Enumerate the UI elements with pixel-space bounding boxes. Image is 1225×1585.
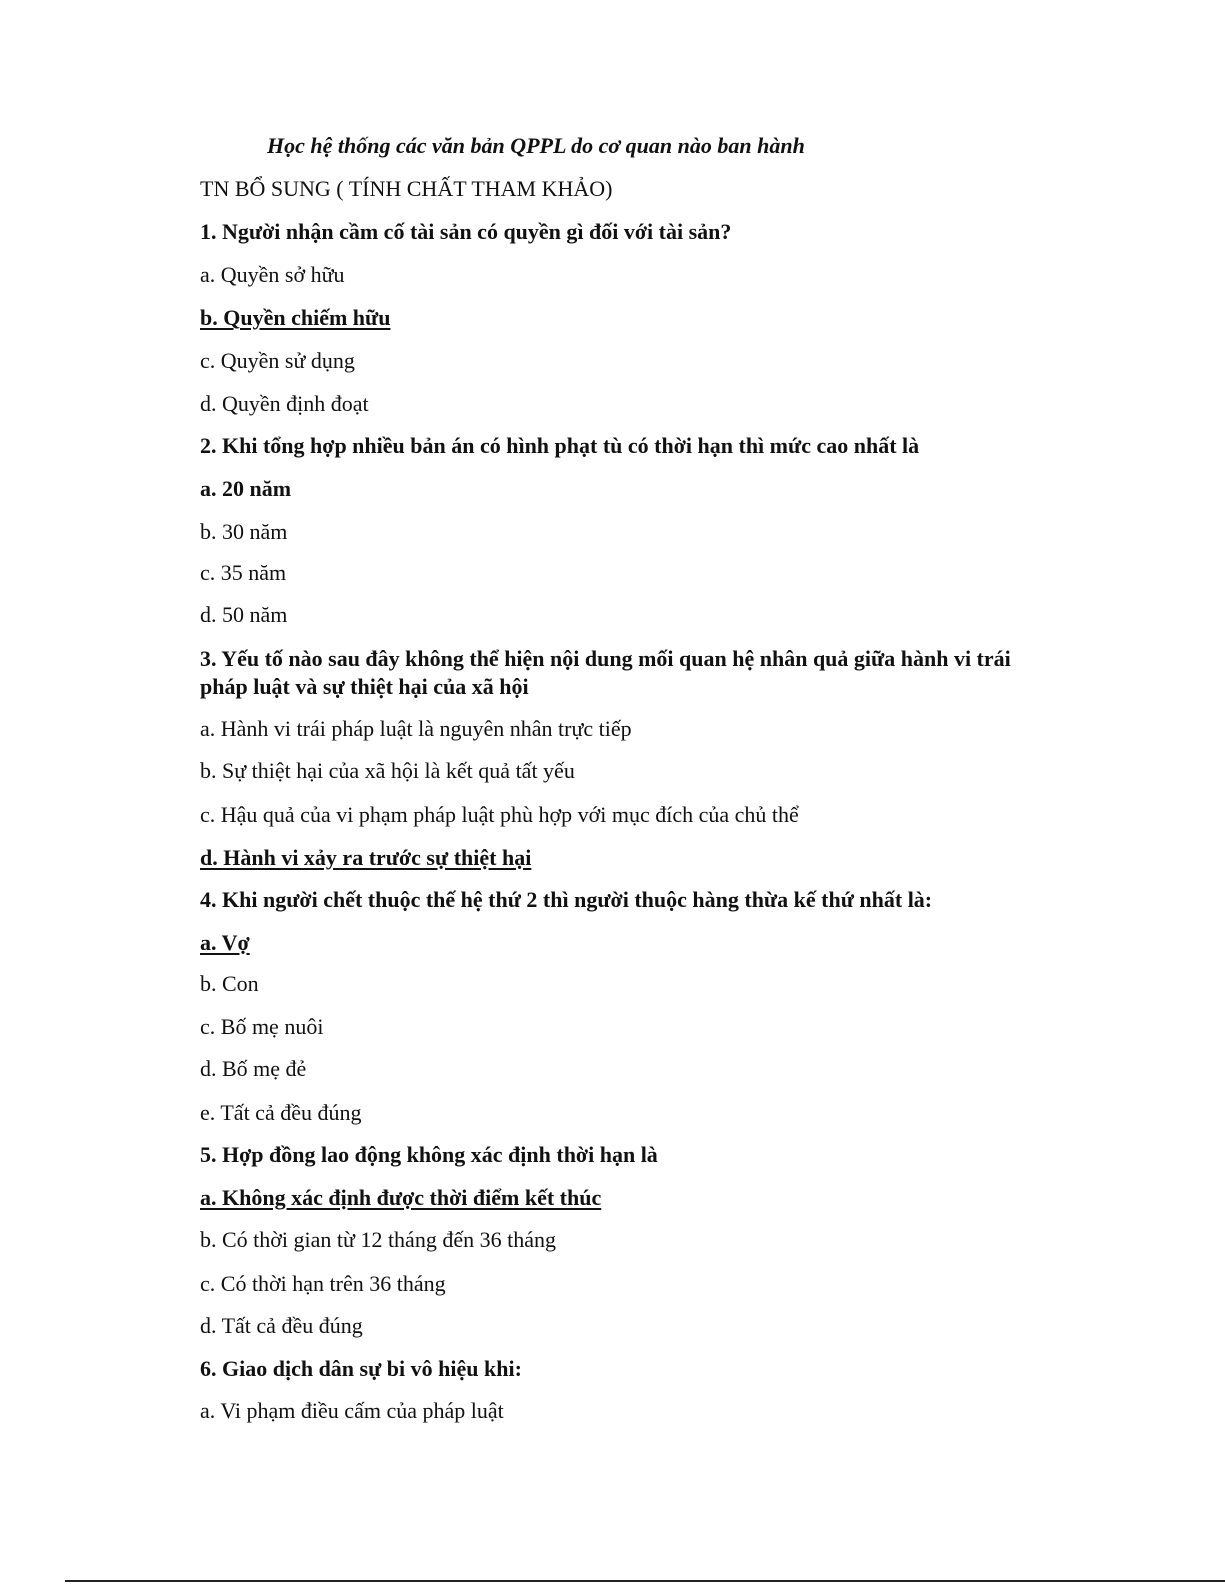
- q5-option-b: b. Có thời gian từ 12 tháng đến 36 tháng: [200, 1227, 556, 1252]
- q3-option-a: a. Hành vi trái pháp luật là nguyên nhân trực tiếp: [200, 716, 632, 741]
- question-1: 1. Người nhận cầm cố tài sản có quyền gì đối với tài sản?: [200, 219, 732, 244]
- document-heading: Học hệ thống các văn bản QPPL do cơ quan nào ban hành: [267, 133, 805, 158]
- q4-option-e: e. Tất cả đều đúng: [200, 1100, 362, 1125]
- q5-option-d: d. Tất cả đều đúng: [200, 1313, 363, 1338]
- question-5: 5. Hợp đồng lao động không xác định thời hạn là: [200, 1142, 658, 1167]
- q2-option-d: d. 50 năm: [200, 602, 288, 627]
- q3-option-d-correct: d. Hành vi xảy ra trước sự thiệt hại: [200, 845, 532, 870]
- q5-option-c: c. Có thời hạn trên 36 tháng: [200, 1271, 446, 1296]
- page-bottom-divider: [65, 1580, 1225, 1582]
- q3-option-b: b. Sự thiệt hại của xã hội là kết quả tất yếu: [200, 758, 575, 783]
- q1-option-b-correct: b. Quyền chiếm hữu: [200, 305, 391, 330]
- q1-option-d: d. Quyền định đoạt: [200, 391, 369, 416]
- question-2: 2. Khi tổng hợp nhiều bản án có hình phạt tù có thời hạn thì mức cao nhất là: [200, 433, 920, 458]
- q4-option-a-correct: a. Vợ: [200, 930, 250, 955]
- q2-option-a-correct: a. 20 năm: [200, 476, 292, 501]
- q5-option-a-correct: a. Không xác định được thời điểm kết thúc: [200, 1185, 602, 1210]
- q3-option-c: c. Hậu quả của vi phạm pháp luật phù hợp với mục đích của chủ thể: [200, 802, 799, 827]
- q2-option-b: b. 30 năm: [200, 519, 288, 544]
- q1-option-c: c. Quyền sử dụng: [200, 348, 355, 373]
- q4-option-c: c. Bố mẹ nuôi: [200, 1014, 324, 1039]
- question-3: 3. Yếu tố nào sau đây không thể hiện nội dung mối quan hệ nhân quả giữa hành vi trái pháp luật và sự thiệt hại của xã hội: [200, 646, 1011, 699]
- question-6: 6. Giao dịch dân sự bi vô hiệu khi:: [200, 1356, 522, 1381]
- q1-option-a: a. Quyền sở hữu: [200, 262, 345, 287]
- q2-option-c: c. 35 năm: [200, 560, 287, 585]
- document-subtitle: TN BỔ SUNG ( TÍNH CHẤT THAM KHẢO): [200, 176, 613, 201]
- question-4: 4. Khi người chết thuộc thế hệ thứ 2 thì người thuộc hàng thừa kế thứ nhất là:: [200, 887, 933, 912]
- q6-option-a: a. Vi phạm điều cấm của pháp luật: [200, 1398, 504, 1423]
- q4-option-b: b. Con: [200, 971, 259, 996]
- q4-option-d: d. Bố mẹ đẻ: [200, 1056, 307, 1081]
